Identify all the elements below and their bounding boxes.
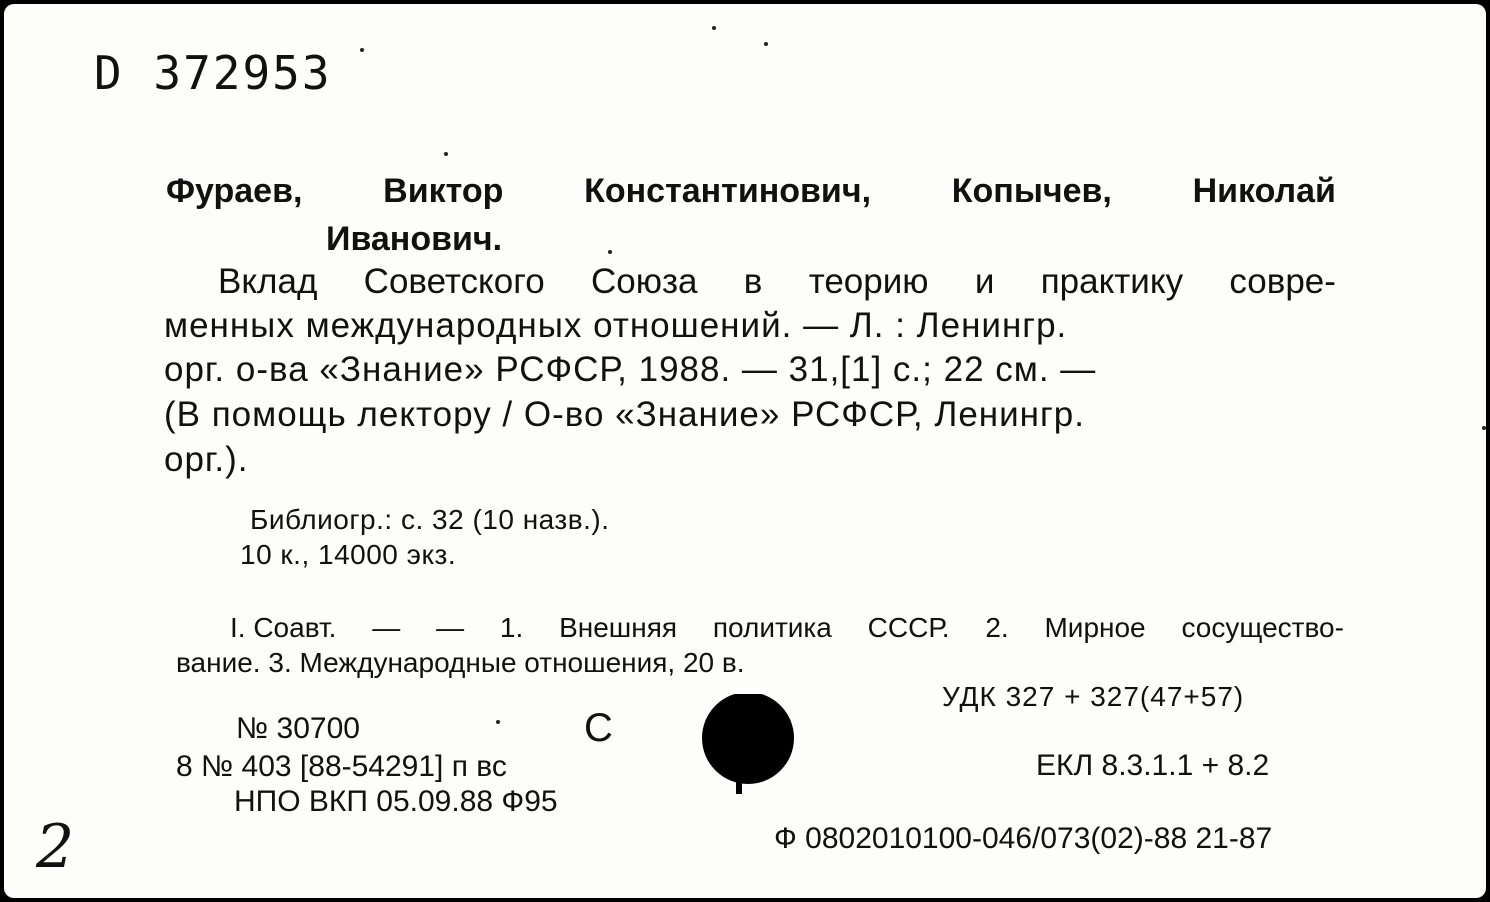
price-print-run-note: 10 к., 14000 экз. <box>240 539 457 570</box>
description-line-2: менных международных отношений. — Л. : Ленингр. <box>164 306 1068 345</box>
subject-word: Мирное <box>1044 612 1146 643</box>
description-line-4: (В помощь лектору / О-во «Знание» РСФСР, Ленингр. <box>164 395 1085 434</box>
author-word: Константинович, <box>584 172 872 210</box>
subject-word: — <box>436 612 465 643</box>
author-word: Фураев, <box>166 172 303 210</box>
letter-mark: С <box>584 706 613 750</box>
authors-line-1 <box>166 172 1336 211</box>
description-line-3: орг. о-ва «Знание» РСФСР, 1988. — 31,[1] с.; 22 см. — <box>164 350 1097 389</box>
udk-classification: УДК 327 + 327(47+57) <box>942 681 1245 712</box>
author-word: Виктор <box>383 172 504 210</box>
description-word: практику <box>1040 262 1184 301</box>
subject-headings-line-2: вание. 3. Международные отношения, 20 в. <box>176 647 745 678</box>
subject-word: политика <box>712 612 832 643</box>
order-number: 8 № 403 [88-54291] п вс <box>176 750 507 783</box>
subject-word: 1. <box>499 612 524 643</box>
description-word: Советского <box>363 262 545 301</box>
author-word: Копычев, <box>951 172 1112 210</box>
description-word: совре- <box>1229 262 1336 301</box>
bibliography-note: Библиогр.: с. 32 (10 назв.). <box>250 504 610 535</box>
speck <box>444 152 448 156</box>
speck <box>608 250 612 254</box>
description-line-1 <box>218 262 1336 302</box>
subject-word: Внешняя <box>559 612 678 643</box>
card-number: № 30700 <box>236 712 360 745</box>
speck <box>360 48 364 52</box>
subject-word: СССР. <box>867 612 950 643</box>
punch-hole-icon <box>700 694 800 794</box>
catalog-card <box>4 4 1486 898</box>
speck <box>1482 426 1486 430</box>
press-info: НПО ВКП 05.09.88 Ф95 <box>234 785 558 818</box>
publisher-code: Ф 0802010100-046/073(02)-88 21-87 <box>774 822 1273 855</box>
description-word: теорию <box>808 262 929 301</box>
handwritten-shelf-mark: 2 <box>36 812 75 882</box>
subject-word: сосущество- <box>1181 612 1344 643</box>
subject-headings-line-1 <box>230 612 1344 644</box>
speck <box>496 720 500 724</box>
subject-word: I. Соавт. <box>230 612 337 643</box>
subject-word: 2. <box>985 612 1009 643</box>
speck <box>712 26 716 30</box>
description-line-5: орг.). <box>164 440 249 479</box>
subject-word: — <box>372 612 401 643</box>
author-word: Николай <box>1192 172 1336 210</box>
speck <box>764 42 768 46</box>
description-word: Вклад <box>218 262 318 301</box>
description-word: и <box>974 262 995 301</box>
accession-number: D 372953 <box>94 46 332 100</box>
authors-line-2: Иванович. <box>326 220 503 258</box>
description-word: в <box>743 262 763 301</box>
ekl-classification: ЕКЛ 8.3.1.1 + 8.2 <box>1036 749 1270 782</box>
description-word: Союза <box>590 262 698 301</box>
